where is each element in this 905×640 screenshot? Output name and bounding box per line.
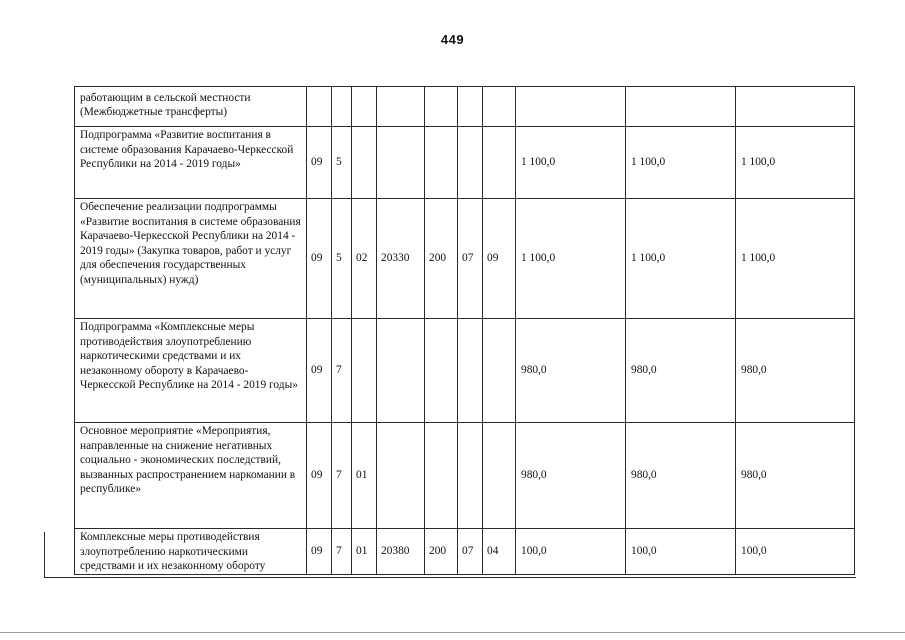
code-cell-c4: 20380	[377, 529, 425, 575]
amount-cell-a1: 1 100,0	[516, 199, 626, 319]
code-cell-c4	[377, 127, 425, 199]
code-cell-c2: 7	[332, 319, 352, 423]
code-cell-c1: 09	[307, 423, 332, 529]
amount-cell-a2: 100,0	[626, 529, 736, 575]
code-cell-c4	[377, 423, 425, 529]
code-cell-c3: 01	[352, 529, 377, 575]
code-cell-c5: 200	[425, 529, 458, 575]
code-cell-c6: 07	[458, 199, 483, 319]
code-cell-c2: 7	[332, 423, 352, 529]
amount-cell-a1: 100,0	[516, 529, 626, 575]
row-name-cell: Основное мероприятие «Мероприятия, направленные на снижение негативных социально - экономических последствий, вызванных распространением наркомании в республике»	[75, 423, 307, 529]
table-row	[75, 423, 855, 529]
amount-cell-a2: 980,0	[626, 423, 736, 529]
code-cell-c2: 5	[332, 199, 352, 319]
code-cell-c7: 04	[483, 529, 516, 575]
row-name-cell: Обеспечение реализации подпрограммы «Развитие воспитания в системе образования Карачаево-Черкесской Республики на 2014 - 2019 годы» (Закупка товаров, работ и услуг для обеспечения государственных (муниципальных) нужд)	[75, 199, 307, 319]
amount-cell-a2: 1 100,0	[626, 199, 736, 319]
code-cell-c1: 09	[307, 529, 332, 575]
code-cell-c4: 20330	[377, 199, 425, 319]
code-cell-c7	[483, 423, 516, 529]
code-cell-c3: 02	[352, 199, 377, 319]
table-body	[75, 87, 855, 575]
code-cell-c3	[352, 319, 377, 423]
amount-cell-a2: 980,0	[626, 319, 736, 423]
table-row	[75, 87, 855, 127]
code-cell-c5	[425, 423, 458, 529]
amount-cell-a2	[626, 87, 736, 127]
amount-cell-a3: 980,0	[736, 319, 855, 423]
code-cell-c1: 09	[307, 127, 332, 199]
code-cell-c6	[458, 423, 483, 529]
table-bottom-rule	[44, 577, 856, 578]
code-cell-c5	[425, 127, 458, 199]
code-cell-c6	[458, 127, 483, 199]
code-cell-c7: 09	[483, 199, 516, 319]
amount-cell-a3: 1 100,0	[736, 127, 855, 199]
row-name-cell: Подпрограмма «Развитие воспитания в системе образования Карачаево-Черкесской Республики на 2014 - 2019 годы»	[75, 127, 307, 199]
row-name-cell: Комплексные меры противодействия злоупотреблению наркотическими средствами и их незаконному обороту	[75, 529, 307, 575]
amount-cell-a1	[516, 87, 626, 127]
code-cell-c3	[352, 127, 377, 199]
code-cell-c7	[483, 319, 516, 423]
code-cell-c6	[458, 319, 483, 423]
code-cell-c3: 01	[352, 423, 377, 529]
amount-cell-a3	[736, 87, 855, 127]
row-name-cell: работающим в сельской местности (Межбюджетные трансферты)	[75, 87, 307, 127]
code-cell-c6: 07	[458, 529, 483, 575]
code-cell-c2: 5	[332, 127, 352, 199]
table-row	[75, 319, 855, 423]
table-row	[75, 127, 855, 199]
code-cell-c6	[458, 87, 483, 127]
row-name-cell: Подпрограмма «Комплексные меры противодействия злоупотреблению наркотическими средствами и их незаконному обороту в Карачаево-Черкесской Республике на 2014 - 2019 годы»	[75, 319, 307, 423]
amount-cell-a3: 980,0	[736, 423, 855, 529]
amount-cell-a2: 1 100,0	[626, 127, 736, 199]
page-number: 449	[440, 32, 465, 47]
margin-line	[44, 532, 45, 577]
code-cell-c5: 200	[425, 199, 458, 319]
budget-table	[74, 86, 855, 575]
code-cell-c1: 09	[307, 199, 332, 319]
table-row	[75, 529, 855, 575]
amount-cell-a1: 980,0	[516, 423, 626, 529]
code-cell-c2: 7	[332, 529, 352, 575]
code-cell-c5	[425, 87, 458, 127]
amount-cell-a1: 1 100,0	[516, 127, 626, 199]
code-cell-c7	[483, 87, 516, 127]
amount-cell-a3: 1 100,0	[736, 199, 855, 319]
amount-cell-a3: 100,0	[736, 529, 855, 575]
code-cell-c7	[483, 127, 516, 199]
amount-cell-a1: 980,0	[516, 319, 626, 423]
code-cell-c2	[332, 87, 352, 127]
code-cell-c1: 09	[307, 319, 332, 423]
scan-edge-line	[0, 632, 905, 633]
code-cell-c3	[352, 87, 377, 127]
code-cell-c4	[377, 87, 425, 127]
code-cell-c4	[377, 319, 425, 423]
code-cell-c5	[425, 319, 458, 423]
code-cell-c1	[307, 87, 332, 127]
table-row	[75, 199, 855, 319]
